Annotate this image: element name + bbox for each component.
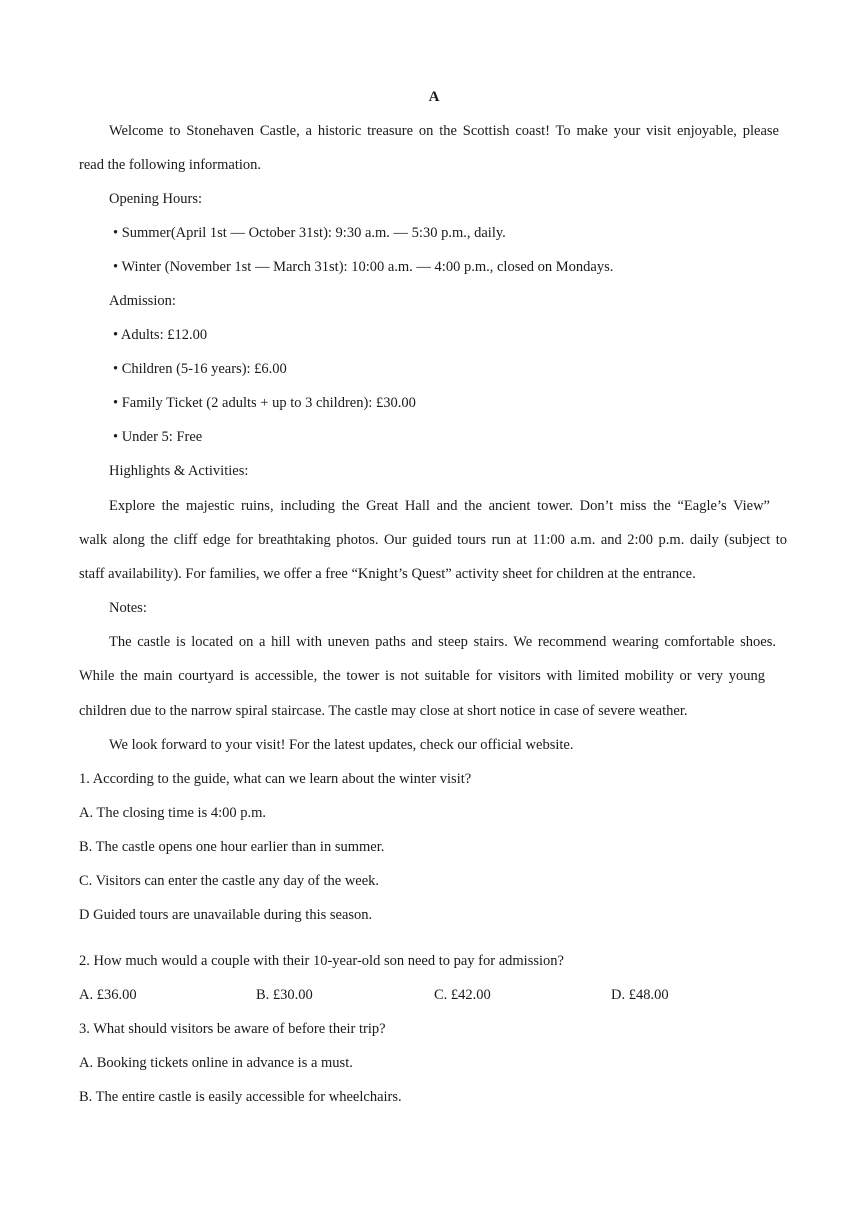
question-3-option-a: A. Booking tickets online in advance is a must. [79,1055,353,1071]
highlights-line-3: staff availability). For families, we offer a free “Knight’s Quest” activity sheet for children at the entrance. [79,566,696,582]
highlights-line-2: walk along the cliff edge for breathtaking photos. Our guided tours run at 11:00 a.m. and 2:00 p.m. daily (subject to [79,532,787,548]
question-3-option-b: B. The entire castle is easily accessible for wheelchairs. [79,1089,402,1105]
question-3-stem: 3. What should visitors be aware of before their trip? [79,1021,386,1037]
intro-line-2: read the following information. [79,157,262,173]
hours-winter: • Winter (November 1st — March 31st): 10:00 a.m. — 4:00 p.m., closed on Mondays. [113,259,614,275]
question-1-option-c: C. Visitors can enter the castle any day of the week. [79,873,380,889]
notes-line-1: The castle is located on a hill with uneven paths and steep stairs. We recommend wearing comfortable shoes. [109,634,776,650]
highlights-heading: Highlights & Activities: [109,463,249,479]
question-2-option-b: B. £30.00 [256,987,313,1003]
admission-children: • Children (5-16 years): £6.00 [113,361,287,377]
admission-under5: • Under 5: Free [113,429,203,445]
question-1-option-a: A. The closing time is 4:00 p.m. [79,805,267,821]
intro-line-1: Welcome to Stonehaven Castle, a historic treasure on the Scottish coast! To make your visit enjoyable, please [109,123,779,139]
opening-hours-heading: Opening Hours: [109,191,203,207]
question-2-options [79,986,779,1004]
admission-family: • Family Ticket (2 adults + up to 3 children): £30.00 [113,395,416,411]
hours-summer: • Summer(April 1st — October 31st): 9:30 a.m. — 5:30 p.m., daily. [113,225,506,241]
admission-heading: Admission: [109,293,176,309]
notes-line-2: While the main courtyard is accessible, the tower is not suitable for visitors with limited mobility or very young [79,668,765,684]
notes-heading: Notes: [109,600,147,616]
question-2-option-c: C. £42.00 [434,987,491,1003]
question-2-option-a: A. £36.00 [79,987,137,1003]
question-1-option-b: B. The castle opens one hour earlier than in summer. [79,839,385,855]
passage-title: A [428,89,440,105]
question-1-option-d: D Guided tours are unavailable during this season. [79,907,373,923]
question-2-option-d: D. £48.00 [611,987,669,1003]
closing-line: We look forward to your visit! For the latest updates, check our official website. [109,737,574,753]
notes-line-3: children due to the narrow spiral staircase. The castle may close at short notice in case of severe weather. [79,703,688,719]
question-2-stem: 2. How much would a couple with their 10-year-old son need to pay for admission? [79,953,564,969]
question-1-stem: 1. According to the guide, what can we learn about the winter visit? [79,771,472,787]
admission-adults: • Adults: £12.00 [113,327,208,343]
highlights-line-1: Explore the majestic ruins, including the Great Hall and the ancient tower. Don’t miss the “Eagle’s View” [109,498,770,514]
